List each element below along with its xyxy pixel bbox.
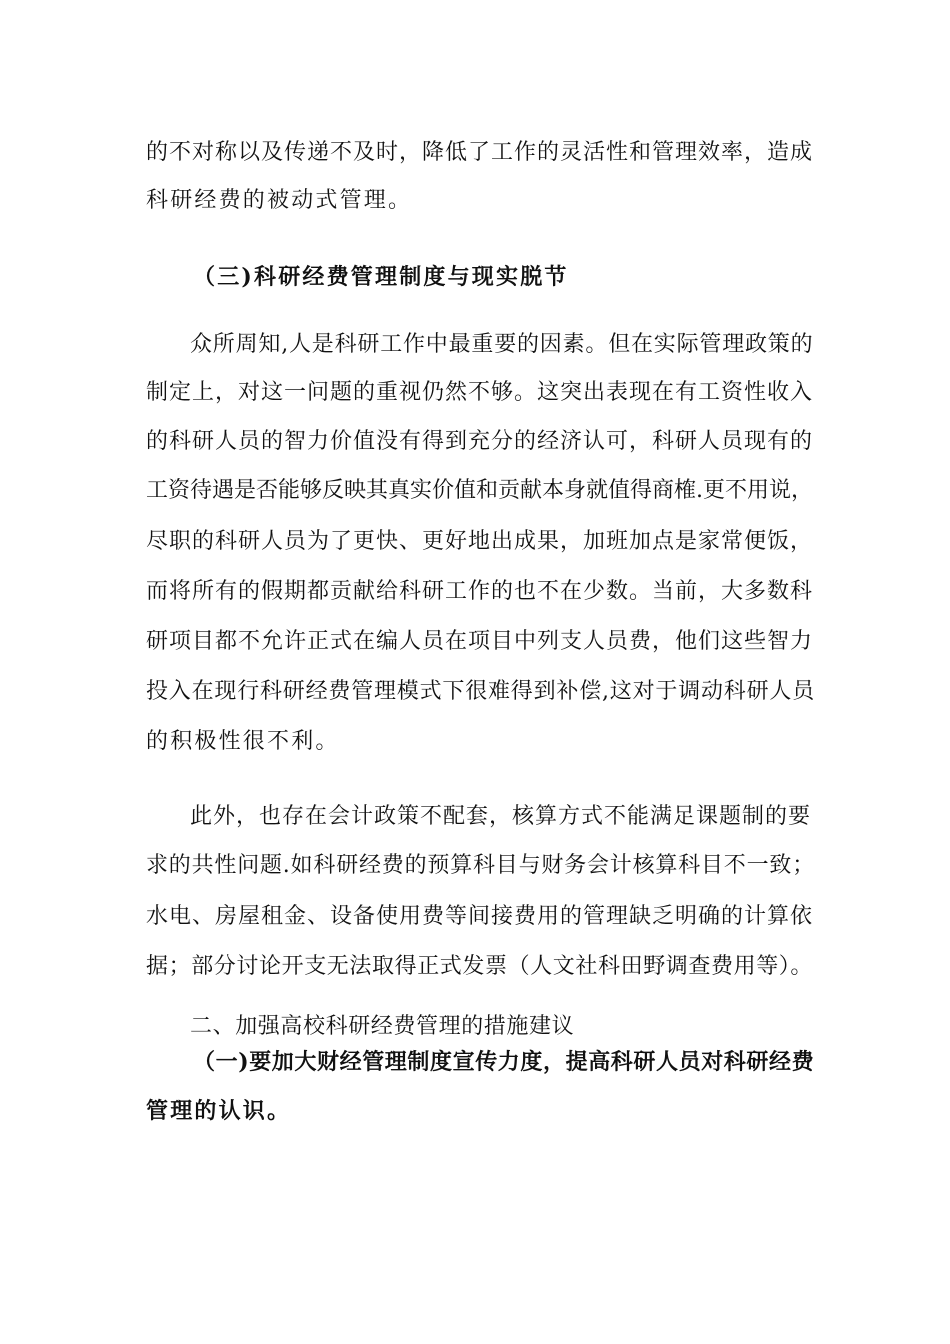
subsection-heading-3: （三)科研经费管理制度与现实脱节 [193, 264, 569, 290]
paragraph-1-line-2: 科研经费的被动式管理。 [146, 188, 413, 213]
subsection-heading-1-line-1: （一)要加大财经管理制度宣传力度，提高科研人员对科研经费 [193, 1049, 815, 1075]
paragraph-2-line-7: 研项目都不允许正式在编人员在项目中列支人员费，他们这些智力 [146, 629, 814, 654]
paragraph-2-line-2: 制定上，对这一问题的重视仍然不够。这突出表现在有工资性收入 [146, 380, 814, 405]
subsection-heading-1-line-2: 管理的认识。 [146, 1098, 292, 1124]
paragraph-2-line-9: 的积极性很不利。 [146, 729, 340, 754]
paragraph-2-line-6: 而将所有的假期都贡献给科研工作的也不在少数。当前，大多数科 [146, 579, 814, 604]
paragraph-3-line-1: 此外，也存在会计政策不配套，核算方式不能满足课题制的要 [190, 804, 812, 829]
paragraph-2-line-4: 工资待遇是否能够反映其真实价值和贡献本身就值得商榷.更不用说， [146, 478, 813, 503]
paragraph-3-line-3: 水电、房屋租金、设备使用费等间接费用的管理缺乏明确的计算依 [146, 904, 814, 929]
paragraph-2-line-3: 的科研人员的智力价值没有得到充分的经济认可，科研人员现有的 [146, 429, 814, 454]
paragraph-2-line-1: 众所周知,人是科研工作中最重要的因素。但在实际管理政策的 [190, 332, 814, 357]
paragraph-2-line-5: 尽职的科研人员为了更快、更好地出成果，加班加点是家常便饭， [146, 529, 814, 554]
paragraph-3-line-4: 据；部分讨论开支无法取得正式发票（人文社科田野调查费用等）。 [146, 954, 814, 979]
paragraph-3-line-2: 求的共性问题.如科研经费的预算科目与财务会计核算科目不一致； [146, 853, 815, 878]
paragraph-2-line-8: 投入在现行科研经费管理模式下很难得到补偿,这对于调动科研人员 [146, 679, 815, 704]
section-heading-2: 二、加强高校科研经费管理的措施建议 [190, 1014, 575, 1039]
paragraph-1-line-1: 的不对称以及传递不及时，降低了工作的灵活性和管理效率，造成 [146, 140, 814, 165]
